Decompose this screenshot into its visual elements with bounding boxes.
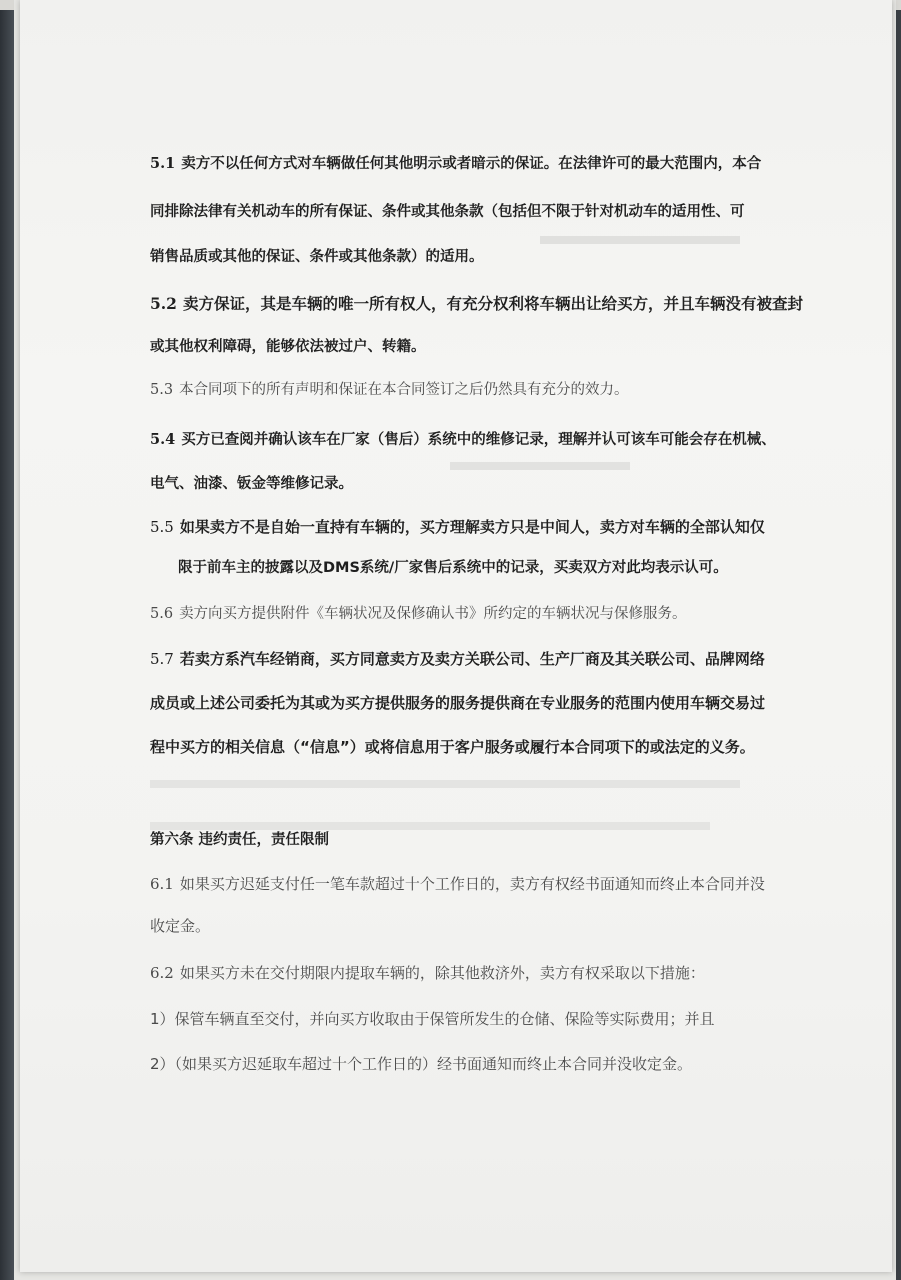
clause-6-1-text-2: 收定金。 bbox=[150, 917, 211, 935]
clause-5-3-text-1: 本合同项下的所有声明和保证在本合同签订之后仍然具有充分的效力。 bbox=[179, 382, 629, 398]
clause-5-5-text-1: 如果卖方不是自始一直持有车辆的，买方理解卖方只是中间人，卖方对车辆的全部认知仅 bbox=[179, 518, 765, 536]
clause-5-1-line-2 bbox=[150, 200, 745, 221]
clause-6-2-number: 6.2 bbox=[150, 964, 174, 982]
bleed-through-1 bbox=[540, 236, 740, 244]
clause-6-2-text-1: 如果买方未在交付期限内提取车辆的，除其他救济外，卖方有权采取以下措施： bbox=[179, 964, 705, 982]
clause-6-1-number: 6.1 bbox=[150, 875, 174, 893]
clause-5-1-line-1 bbox=[150, 152, 761, 173]
article-6-heading-text: 第六条 违约责任，责任限制 bbox=[150, 832, 330, 848]
clause-6-2-line-1 bbox=[150, 962, 705, 983]
clause-5-2-number: 5.2 bbox=[150, 294, 177, 313]
clause-5-3-line-1 bbox=[150, 378, 629, 399]
clause-5-7-text-3: 程中买方的相关信息（“信息”）或将信息用于客户服务或履行本合同项下的或法定的义务。 bbox=[150, 738, 755, 756]
bleed-through-3 bbox=[150, 780, 740, 788]
clause-6-1-line-1 bbox=[150, 873, 765, 894]
clause-5-1-text-3: 销售品质或其他的保证、条件或其他条款）的适用。 bbox=[150, 249, 484, 265]
bleed-through-2 bbox=[450, 462, 630, 470]
clause-5-4-line-2 bbox=[150, 472, 353, 493]
document-page bbox=[20, 0, 892, 1272]
clause-5-1-text-2: 同排除法律有关机动车的所有保证、条件或其他条款（包括但不限于针对机动车的适用性、可 bbox=[150, 204, 745, 220]
clause-6-2-item-1 bbox=[150, 1008, 715, 1029]
clause-5-1-number: 5.1 bbox=[150, 155, 176, 172]
clause-5-2-line-2 bbox=[150, 335, 426, 356]
clause-5-3-number: 5.3 bbox=[150, 382, 174, 398]
clause-5-4-text-1: 买方已查阅并确认该车在厂家（售后）系统中的维修记录，理解并认可该车可能会存在机械、 bbox=[181, 432, 776, 448]
clause-5-7-line-2 bbox=[150, 692, 765, 713]
clause-5-1-text-1: 卖方不以任何方式对车辆做任何其他明示或者暗示的保证。在法律许可的最大范围内，本合 bbox=[181, 156, 762, 172]
clause-6-2-item-1-text: 1）保管车辆直至交付，并向买方收取由于保管所发生的仓储、保险等实际费用；并且 bbox=[150, 1010, 715, 1028]
clause-5-7-number: 5.7 bbox=[150, 650, 174, 668]
clause-5-5-text-2: 限于前车主的披露以及DMS系统/厂家售后系统中的记录，买卖双方对此均表示认可。 bbox=[178, 560, 728, 576]
clause-6-2-item-2 bbox=[150, 1053, 692, 1074]
clause-5-6-line-1 bbox=[150, 602, 687, 623]
clause-5-5-line-2 bbox=[178, 556, 728, 577]
clause-5-1-line-3 bbox=[150, 245, 484, 266]
clause-5-7-text-1: 若卖方系汽车经销商，买方同意卖方及卖方关联公司、生产厂商及其关联公司、品牌网络 bbox=[179, 650, 765, 668]
clause-6-1-line-2 bbox=[150, 915, 210, 936]
clause-5-6-number: 5.6 bbox=[150, 606, 174, 622]
clause-5-2-line-1 bbox=[150, 292, 803, 314]
clause-5-4-line-1 bbox=[150, 428, 776, 449]
clause-5-5-line-1 bbox=[150, 516, 765, 537]
clause-5-6-text-1: 卖方向买方提供附件《车辆状况及保修确认书》所约定的车辆状况与保修服务。 bbox=[179, 606, 687, 622]
clause-5-2-text-2: 或其他权利障碍，能够依法被过户、转籍。 bbox=[150, 339, 426, 355]
clause-5-2-text-1: 卖方保证，其是车辆的唯一所有权人，有充分权利将车辆出让给买方，并且车辆没有被查封 bbox=[182, 295, 803, 313]
backdrop bbox=[0, 0, 14, 1280]
clause-5-7-line-3 bbox=[150, 736, 755, 757]
article-6-heading bbox=[150, 828, 329, 849]
clause-5-7-text-2: 成员或上述公司委托为其或为买方提供服务的服务提供商在专业服务的范围内使用车辆交易过 bbox=[150, 694, 766, 712]
clause-5-7-line-1 bbox=[150, 648, 765, 669]
clause-6-2-item-2-text: 2）（如果买方迟延取车超过十个工作日的）经书面通知而终止本合同并没收定金。 bbox=[150, 1055, 693, 1073]
clause-5-4-number: 5.4 bbox=[150, 431, 176, 448]
clause-5-5-number: 5.5 bbox=[150, 518, 174, 536]
clause-5-4-text-2: 电气、油漆、钣金等维修记录。 bbox=[150, 476, 353, 492]
clause-6-1-text-1: 如果买方迟延支付任一笔车款超过十个工作日的，卖方有权经书面通知而终止本合同并没 bbox=[179, 875, 765, 893]
